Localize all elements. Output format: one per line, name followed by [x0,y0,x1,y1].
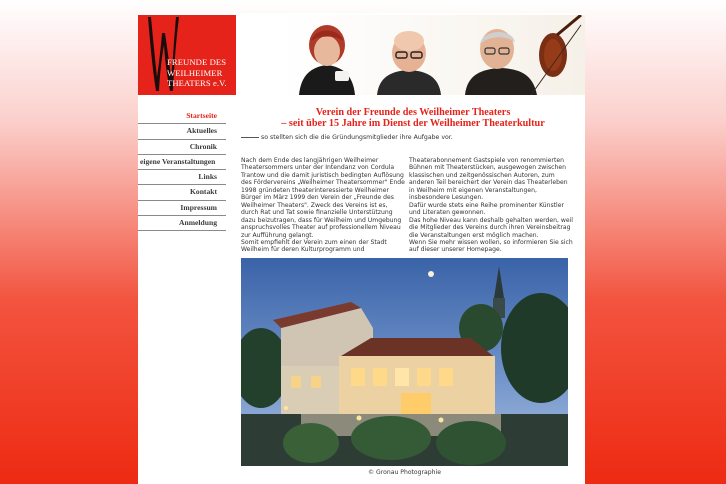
text-line: Bürger im März 1999 den Verein der „Freunde des [241,194,394,202]
text-line: und Literaten gewonnen. [409,209,486,217]
intro-text [241,134,571,142]
page-title [241,107,585,129]
nav-item-impressum[interactable]: Impressum [138,201,226,216]
nav-item-startseite[interactable]: Startseite [138,109,226,124]
text-line: Wenn Sie mehr wissen wollen, so informieren Sie sich [409,238,573,246]
theater-building-photo [241,258,568,466]
text-line: anspruchsvolles Theater auf professionellem Niveau [241,224,401,232]
page-title-line1: Verein der Freunde des Weilheimer Theaters [315,107,511,118]
text-column-right [409,157,579,254]
text-line: Theatersommers unter der Intendanz von Cordula [241,164,395,172]
text-line: insbesondere Lesungen. [409,194,484,202]
text-line: des Fördervereins „Weilheimer Theatersommer" Ende [241,179,405,187]
logo-line: FREUNDE DES [167,57,227,67]
header-photo-illustration [281,15,585,95]
text-line: die Mitglieder des Vereins durch ihren Vereinsbeitrag [409,224,571,232]
text-line: die Veranstaltungen erst möglich machen. [409,231,539,239]
intro-sentence: so stellten sich die die Gründungsmitglieder ihre Aufgabe vor. [261,134,453,141]
nav-item-kontakt[interactable]: Kontakt [138,185,226,200]
nav-item-aktuelles[interactable]: Aktuelles [138,124,226,139]
nav-item-anmeldung[interactable]: Anmeldung [138,216,226,231]
text-line: anderen Teil bereichert der Verein das Theaterleben [409,179,568,187]
text-line: klassischen und zeitgenössischen Autoren, zum [409,171,555,179]
nav-item-links[interactable]: Links [138,170,226,185]
logo-line: WEILHEIMER [167,67,223,78]
text-line: Trantow und die damit juristisch bedingten Auflösung [241,171,404,179]
text-line: Bühnen mit Theaterstücken, ausgewogen zwischen [409,164,566,172]
text-line: Weilheim für deren Kulturprogramm und [241,246,365,254]
text-line: Somit empfiehlt der Verein zum einen der Stadt [241,238,387,246]
intro-rule [241,137,259,138]
text-line: Das hohe Niveau kann deshalb gehalten werden, weil [409,216,573,224]
theater-building-illustration [241,258,568,466]
photo-credit: © Gronau Photographie [368,469,441,476]
logo-text [167,57,236,89]
text-line: auf dieser unserer Homepage. [409,246,502,254]
site-logo[interactable] [138,15,236,95]
main-navigation [138,109,226,231]
header-photo [281,15,585,95]
text-line: zur Aufführung gelangt. [241,231,314,239]
nav-item-eigene-veranstaltungen[interactable]: eigene Veranstaltungen [138,155,226,170]
text-line: dazu beizutragen, dass für Weilheim und Umgebung [241,216,402,224]
text-column-left [241,157,408,254]
text-line: Weilheimer Theaters". Zweck des Vereins ist es, [241,201,388,209]
text-line: Dafür wurde stets eine Reihe prominenter Künstler [409,201,565,209]
page-title-line2: – seit über 15 Jahre im Dienst der Weilheimer Theaterkultur [281,118,545,129]
text-line: durch Rat und Tat sowie finanzielle Unterstützung [241,209,393,217]
text-line: in Weilheim mit eigenen Veranstaltungen, [409,186,537,194]
text-line: 1998 gründeten theaterinteressierte Weilheimer [241,186,389,194]
text-line: Theaterabonnement Gastspiele von renommierten [409,157,564,164]
page-container [138,13,585,484]
text-line: Nach dem Ende des langjährigen Weilheimer [241,157,379,164]
nav-item-chronik[interactable]: Chronik [138,140,226,155]
logo-line: THEATERS e.V. [167,78,227,88]
